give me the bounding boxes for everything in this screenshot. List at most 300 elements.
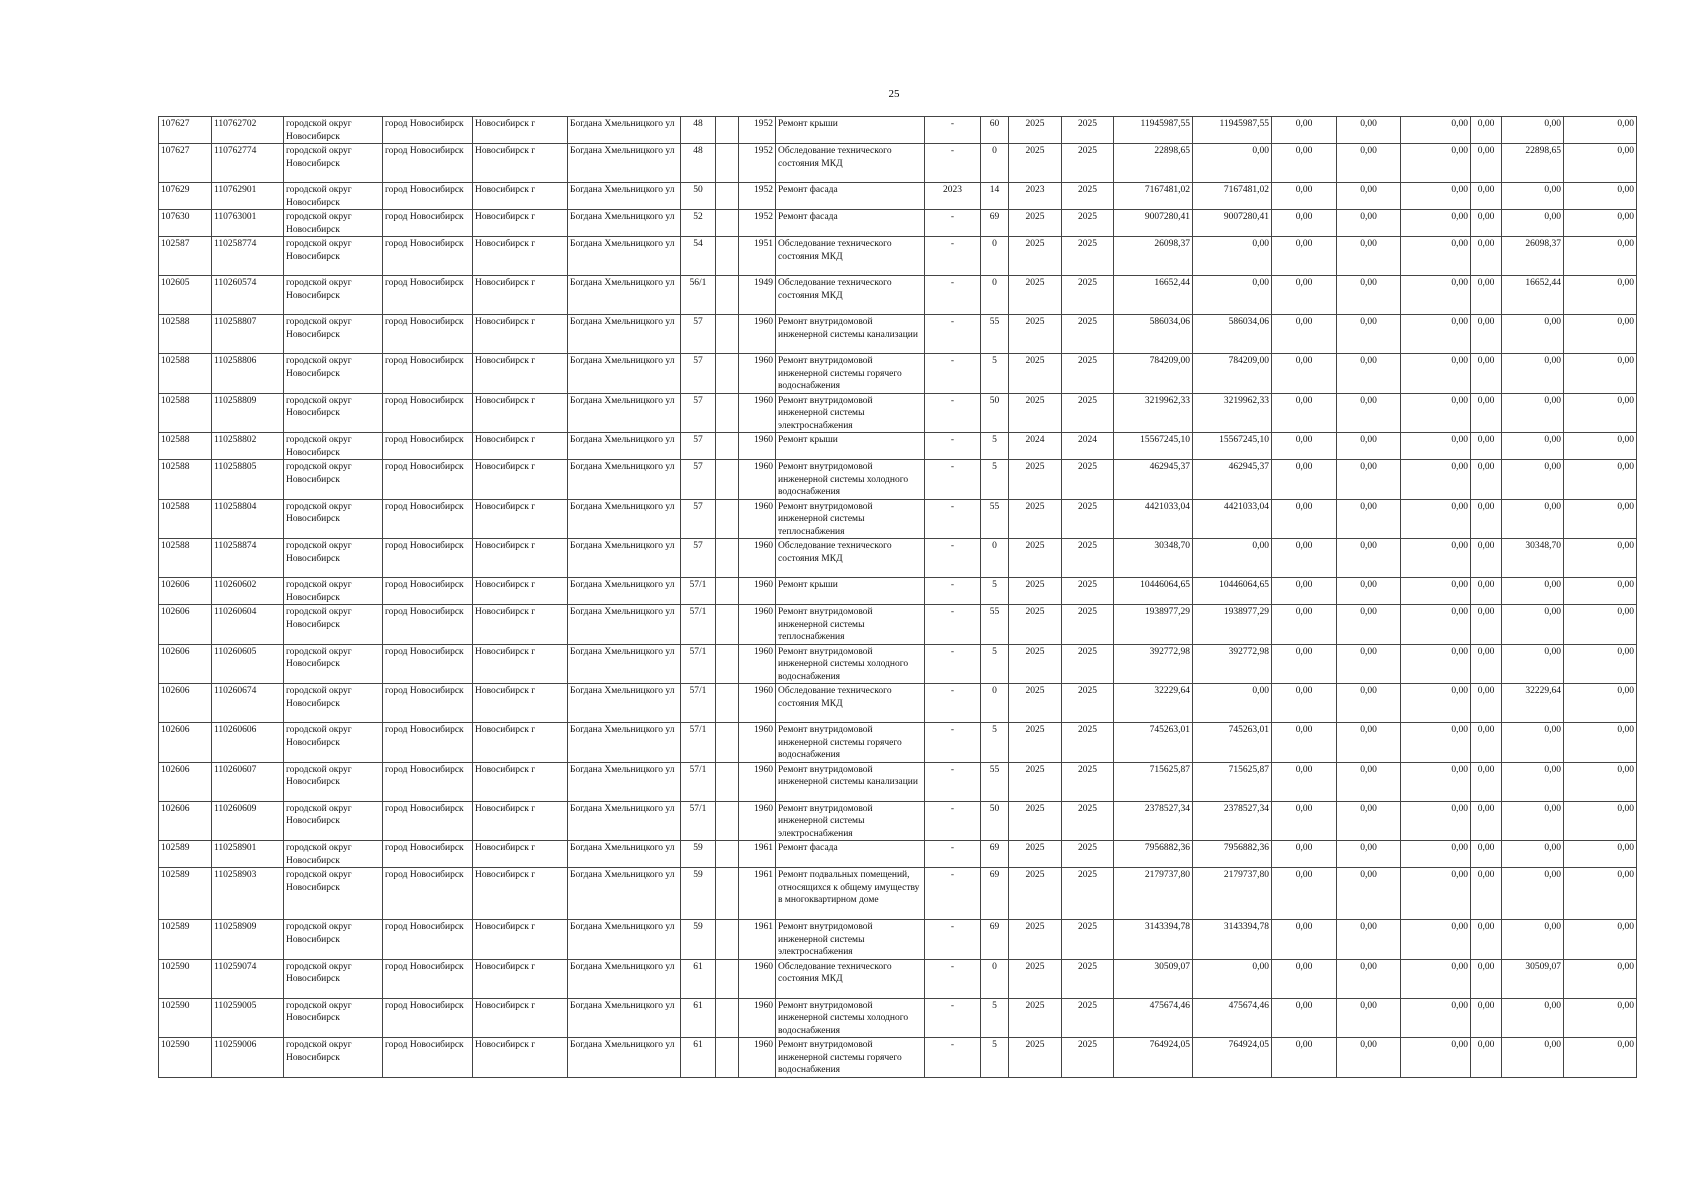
cell-construction-year: 1961 [739, 868, 776, 920]
cell-cost-col-5: 0,00 [1401, 393, 1471, 433]
cell-cost-col-3: 0,00 [1272, 762, 1337, 801]
cell-cost-fund: 9007280,41 [1193, 210, 1272, 237]
cell-locality: Новосибирск г [473, 210, 568, 237]
cell-municipal-district: городской округ Новосибирск [284, 644, 383, 684]
cell-city: город Новосибирск [383, 393, 473, 433]
cell-planned-year: 2025 [1009, 684, 1062, 723]
cell-record-id: 102606 [159, 762, 212, 801]
cell-construction-year: 1960 [739, 578, 776, 605]
cell-previous-repair-year: - [925, 841, 981, 868]
cell-total-cost: 4421033,04 [1114, 499, 1193, 539]
cell-survey-cost: 0,00 [1502, 183, 1564, 210]
cell-locality: Новосибирск г [473, 393, 568, 433]
cell-cost-col-5: 0,00 [1401, 644, 1471, 684]
cell-planned-year: 2025 [1009, 117, 1062, 144]
cell-cost-col-8: 0,00 [1564, 868, 1637, 920]
cell-cost-fund: 0,00 [1193, 684, 1272, 723]
cell-construction-year: 1960 [739, 1038, 776, 1078]
cell-planned-year: 2025 [1009, 144, 1062, 183]
cell-survey-cost: 0,00 [1502, 605, 1564, 645]
cell-city: город Новосибирск [383, 117, 473, 144]
cell-total-cost: 7956882,36 [1114, 841, 1193, 868]
cell-cost-col-8: 0,00 [1564, 499, 1637, 539]
cell-municipal-district: городской округ Новосибирск [284, 183, 383, 210]
cell-cost-col-3: 0,00 [1272, 144, 1337, 183]
table-row [159, 144, 1637, 183]
cell-city: город Новосибирск [383, 998, 473, 1038]
cell-work-type: Ремонт внутридомовой инженерной системы канализации [776, 315, 925, 354]
cell-work-code: 110259074 [212, 959, 284, 998]
cell-cost-col-8: 0,00 [1564, 684, 1637, 723]
cell-municipal-district: городской округ Новосибирск [284, 841, 383, 868]
cell-cost-col-4: 0,00 [1337, 1038, 1401, 1078]
cell-city: город Новосибирск [383, 684, 473, 723]
cell-street: Богдана Хмельницкого ул [568, 144, 681, 183]
cell-record-id: 102588 [159, 499, 212, 539]
cell-planned-year: 2025 [1009, 237, 1062, 276]
cell-cost-col-3: 0,00 [1272, 499, 1337, 539]
cell-building-letter [716, 998, 739, 1038]
cell-completion-year: 2025 [1062, 801, 1114, 841]
cell-survey-cost: 30509,07 [1502, 959, 1564, 998]
cell-cost-col-6: 0,00 [1471, 920, 1502, 960]
table-row [159, 499, 1637, 539]
cell-municipal-district: городской округ Новосибирск [284, 920, 383, 960]
cell-municipal-district: городской округ Новосибирск [284, 605, 383, 645]
cell-building-letter [716, 433, 739, 460]
cell-completion-year: 2025 [1062, 460, 1114, 500]
cell-cost-col-6: 0,00 [1471, 684, 1502, 723]
cell-locality: Новосибирск г [473, 460, 568, 500]
cell-completion-year: 2025 [1062, 841, 1114, 868]
cell-completion-year: 2025 [1062, 237, 1114, 276]
cell-cost-fund: 586034,06 [1193, 315, 1272, 354]
cell-cost-col-4: 0,00 [1337, 144, 1401, 183]
cell-street: Богдана Хмельницкого ул [568, 183, 681, 210]
cell-completion-year: 2025 [1062, 684, 1114, 723]
cell-building-letter [716, 723, 739, 763]
cell-cost-col-5: 0,00 [1401, 801, 1471, 841]
cell-work-code: 110258802 [212, 433, 284, 460]
cell-survey-cost: 26098,37 [1502, 237, 1564, 276]
cell-construction-year: 1952 [739, 144, 776, 183]
cell-building-letter [716, 393, 739, 433]
cell-work-type: Обследование технического состояния МКД [776, 959, 925, 998]
cell-city: город Новосибирск [383, 801, 473, 841]
cell-record-id: 102606 [159, 723, 212, 763]
cell-city: город Новосибирск [383, 605, 473, 645]
table-row [159, 920, 1637, 960]
cell-work-code: 110258807 [212, 315, 284, 354]
cell-work-type: Ремонт фасада [776, 210, 925, 237]
cell-locality: Новосибирск г [473, 841, 568, 868]
cell-cost-col-4: 0,00 [1337, 920, 1401, 960]
cell-locality: Новосибирск г [473, 868, 568, 920]
cell-cost-col-8: 0,00 [1564, 393, 1637, 433]
cell-street: Богдана Хмельницкого ул [568, 684, 681, 723]
cell-locality: Новосибирск г [473, 315, 568, 354]
cell-cost-fund: 1938977,29 [1193, 605, 1272, 645]
cell-cost-col-4: 0,00 [1337, 684, 1401, 723]
cell-cost-col-6: 0,00 [1471, 868, 1502, 920]
cell-previous-repair-year: - [925, 354, 981, 394]
cell-building-letter [716, 354, 739, 394]
cell-locality: Новосибирск г [473, 117, 568, 144]
table-row [159, 684, 1637, 723]
cell-total-cost: 15567245,10 [1114, 433, 1193, 460]
cell-work-code: 110258909 [212, 920, 284, 960]
cell-house-number: 57/1 [681, 762, 716, 801]
cell-construction-year: 1960 [739, 315, 776, 354]
cell-cost-fund: 15567245,10 [1193, 433, 1272, 460]
cell-cost-col-6: 0,00 [1471, 959, 1502, 998]
cell-street: Богдана Хмельницкого ул [568, 460, 681, 500]
cell-cost-fund: 0,00 [1193, 144, 1272, 183]
cell-street: Богдана Хмельницкого ул [568, 801, 681, 841]
cell-building-letter [716, 183, 739, 210]
cell-work-type: Ремонт внутридомовой инженерной системы канализации [776, 762, 925, 801]
cell-previous-repair-year: - [925, 144, 981, 183]
cell-locality: Новосибирск г [473, 920, 568, 960]
cell-completion-year: 2025 [1062, 998, 1114, 1038]
cell-cost-col-3: 0,00 [1272, 644, 1337, 684]
cell-completion-year: 2024 [1062, 433, 1114, 460]
cell-street: Богдана Хмельницкого ул [568, 959, 681, 998]
table-row [159, 998, 1637, 1038]
cell-completion-year: 2025 [1062, 393, 1114, 433]
cell-construction-year: 1951 [739, 237, 776, 276]
cell-street: Богдана Хмельницкого ул [568, 644, 681, 684]
cell-house-number: 57/1 [681, 644, 716, 684]
cell-work-code: 110260604 [212, 605, 284, 645]
cell-cost-fund: 392772,98 [1193, 644, 1272, 684]
cell-wear-percent: 5 [981, 723, 1009, 763]
cell-previous-repair-year: - [925, 393, 981, 433]
cell-record-id: 102606 [159, 801, 212, 841]
cell-city: город Новосибирск [383, 460, 473, 500]
cell-city: город Новосибирск [383, 920, 473, 960]
table-row [159, 210, 1637, 237]
cell-cost-col-5: 0,00 [1401, 237, 1471, 276]
cell-building-letter [716, 210, 739, 237]
cell-work-type: Обследование технического состояния МКД [776, 237, 925, 276]
cell-cost-col-3: 0,00 [1272, 460, 1337, 500]
cell-wear-percent: 0 [981, 237, 1009, 276]
cell-cost-col-6: 0,00 [1471, 237, 1502, 276]
cell-cost-col-8: 0,00 [1564, 315, 1637, 354]
cell-cost-col-3: 0,00 [1272, 801, 1337, 841]
cell-total-cost: 9007280,41 [1114, 210, 1193, 237]
cell-cost-col-3: 0,00 [1272, 723, 1337, 763]
cell-work-type: Обследование технического состояния МКД [776, 276, 925, 315]
cell-survey-cost: 0,00 [1502, 1038, 1564, 1078]
cell-planned-year: 2025 [1009, 315, 1062, 354]
cell-total-cost: 475674,46 [1114, 998, 1193, 1038]
cell-construction-year: 1960 [739, 499, 776, 539]
cell-work-code: 110762702 [212, 117, 284, 144]
cell-locality: Новосибирск г [473, 183, 568, 210]
cell-building-letter [716, 801, 739, 841]
cell-cost-col-4: 0,00 [1337, 117, 1401, 144]
cell-cost-fund: 7956882,36 [1193, 841, 1272, 868]
cell-survey-cost: 0,00 [1502, 644, 1564, 684]
cell-planned-year: 2025 [1009, 762, 1062, 801]
cell-street: Богдана Хмельницкого ул [568, 393, 681, 433]
cell-wear-percent: 0 [981, 539, 1009, 578]
cell-building-letter [716, 276, 739, 315]
cell-city: город Новосибирск [383, 644, 473, 684]
cell-cost-col-5: 0,00 [1401, 723, 1471, 763]
cell-completion-year: 2025 [1062, 723, 1114, 763]
cell-total-cost: 2378527,34 [1114, 801, 1193, 841]
cell-construction-year: 1961 [739, 841, 776, 868]
cell-previous-repair-year: - [925, 315, 981, 354]
cell-cost-col-5: 0,00 [1401, 183, 1471, 210]
cell-cost-fund: 715625,87 [1193, 762, 1272, 801]
cell-locality: Новосибирск г [473, 578, 568, 605]
cell-cost-col-4: 0,00 [1337, 393, 1401, 433]
cell-locality: Новосибирск г [473, 237, 568, 276]
cell-completion-year: 2025 [1062, 539, 1114, 578]
cell-wear-percent: 0 [981, 276, 1009, 315]
cell-cost-col-8: 0,00 [1564, 841, 1637, 868]
cell-municipal-district: городской округ Новосибирск [284, 539, 383, 578]
cell-wear-percent: 69 [981, 920, 1009, 960]
cell-survey-cost: 0,00 [1502, 354, 1564, 394]
cell-construction-year: 1952 [739, 210, 776, 237]
cell-planned-year: 2025 [1009, 354, 1062, 394]
cell-cost-fund: 475674,46 [1193, 998, 1272, 1038]
cell-cost-col-6: 0,00 [1471, 1038, 1502, 1078]
table-row [159, 1038, 1637, 1078]
cell-cost-col-8: 0,00 [1564, 644, 1637, 684]
table-row [159, 433, 1637, 460]
cell-cost-fund: 3143394,78 [1193, 920, 1272, 960]
cell-record-id: 102606 [159, 684, 212, 723]
cell-record-id: 107627 [159, 144, 212, 183]
cell-city: город Новосибирск [383, 762, 473, 801]
cell-cost-col-6: 0,00 [1471, 539, 1502, 578]
cell-completion-year: 2025 [1062, 762, 1114, 801]
cell-previous-repair-year: - [925, 959, 981, 998]
cell-planned-year: 2025 [1009, 841, 1062, 868]
cell-work-code: 110258804 [212, 499, 284, 539]
cell-record-id: 102589 [159, 841, 212, 868]
cell-cost-col-4: 0,00 [1337, 998, 1401, 1038]
table-row [159, 959, 1637, 998]
cell-cost-col-8: 0,00 [1564, 605, 1637, 645]
cell-cost-col-4: 0,00 [1337, 801, 1401, 841]
cell-municipal-district: городской округ Новосибирск [284, 1038, 383, 1078]
cell-cost-col-8: 0,00 [1564, 723, 1637, 763]
cell-cost-col-5: 0,00 [1401, 959, 1471, 998]
cell-building-letter [716, 841, 739, 868]
cell-cost-col-6: 0,00 [1471, 276, 1502, 315]
cell-wear-percent: 50 [981, 393, 1009, 433]
cell-work-type: Ремонт внутридомовой инженерной системы холодного водоснабжения [776, 460, 925, 500]
cell-record-id: 102606 [159, 605, 212, 645]
cell-cost-col-4: 0,00 [1337, 237, 1401, 276]
cell-cost-col-6: 0,00 [1471, 762, 1502, 801]
cell-house-number: 57 [681, 460, 716, 500]
cell-wear-percent: 55 [981, 762, 1009, 801]
cell-construction-year: 1960 [739, 433, 776, 460]
cell-completion-year: 2025 [1062, 644, 1114, 684]
cell-construction-year: 1960 [739, 959, 776, 998]
cell-cost-col-3: 0,00 [1272, 354, 1337, 394]
cell-work-type: Ремонт внутридомовой инженерной системы электроснабжения [776, 801, 925, 841]
cell-work-code: 110260609 [212, 801, 284, 841]
cell-house-number: 57 [681, 315, 716, 354]
cell-work-code: 110260606 [212, 723, 284, 763]
table-row [159, 723, 1637, 763]
cell-cost-col-6: 0,00 [1471, 801, 1502, 841]
cell-wear-percent: 0 [981, 959, 1009, 998]
cell-building-letter [716, 920, 739, 960]
cell-record-id: 102588 [159, 315, 212, 354]
cell-house-number: 61 [681, 959, 716, 998]
cell-cost-col-5: 0,00 [1401, 578, 1471, 605]
cell-completion-year: 2025 [1062, 868, 1114, 920]
cell-work-code: 110258809 [212, 393, 284, 433]
cell-locality: Новосибирск г [473, 499, 568, 539]
cell-municipal-district: городской округ Новосибирск [284, 460, 383, 500]
cell-previous-repair-year: - [925, 801, 981, 841]
cell-cost-col-3: 0,00 [1272, 959, 1337, 998]
cell-work-code: 110259006 [212, 1038, 284, 1078]
cell-cost-col-8: 0,00 [1564, 460, 1637, 500]
cell-locality: Новосибирск г [473, 433, 568, 460]
cell-cost-col-3: 0,00 [1272, 841, 1337, 868]
cell-completion-year: 2025 [1062, 276, 1114, 315]
cell-record-id: 102590 [159, 959, 212, 998]
table-row [159, 237, 1637, 276]
cell-building-letter [716, 762, 739, 801]
cell-city: город Новосибирск [383, 868, 473, 920]
cell-total-cost: 10446064,65 [1114, 578, 1193, 605]
cell-previous-repair-year: - [925, 117, 981, 144]
cell-building-letter [716, 959, 739, 998]
cell-cost-col-3: 0,00 [1272, 183, 1337, 210]
cell-cost-col-5: 0,00 [1401, 210, 1471, 237]
cell-cost-col-4: 0,00 [1337, 841, 1401, 868]
cell-municipal-district: городской округ Новосибирск [284, 998, 383, 1038]
cell-total-cost: 3143394,78 [1114, 920, 1193, 960]
cell-wear-percent: 0 [981, 144, 1009, 183]
table-row [159, 539, 1637, 578]
cell-record-id: 102605 [159, 276, 212, 315]
cell-wear-percent: 0 [981, 684, 1009, 723]
cell-wear-percent: 69 [981, 841, 1009, 868]
cell-cost-col-6: 0,00 [1471, 210, 1502, 237]
cell-planned-year: 2025 [1009, 605, 1062, 645]
cell-cost-fund: 4421033,04 [1193, 499, 1272, 539]
cell-cost-col-5: 0,00 [1401, 841, 1471, 868]
repair-registry-table [158, 116, 1637, 1078]
cell-locality: Новосибирск г [473, 539, 568, 578]
cell-municipal-district: городской округ Новосибирск [284, 499, 383, 539]
cell-work-type: Ремонт внутридомовой инженерной системы горячего водоснабжения [776, 723, 925, 763]
cell-record-id: 102588 [159, 354, 212, 394]
cell-previous-repair-year: - [925, 460, 981, 500]
cell-cost-fund: 0,00 [1193, 237, 1272, 276]
cell-work-type: Ремонт внутридомовой инженерной системы теплоснабжения [776, 605, 925, 645]
cell-previous-repair-year: - [925, 210, 981, 237]
cell-survey-cost: 0,00 [1502, 998, 1564, 1038]
cell-construction-year: 1960 [739, 354, 776, 394]
cell-planned-year: 2025 [1009, 644, 1062, 684]
table-row [159, 276, 1637, 315]
cell-cost-fund: 3219962,33 [1193, 393, 1272, 433]
cell-cost-fund: 2179737,80 [1193, 868, 1272, 920]
cell-municipal-district: городской округ Новосибирск [284, 210, 383, 237]
cell-completion-year: 2025 [1062, 578, 1114, 605]
cell-work-type: Ремонт фасада [776, 183, 925, 210]
cell-construction-year: 1960 [739, 460, 776, 500]
cell-work-type: Ремонт внутридомовой инженерной системы холодного водоснабжения [776, 998, 925, 1038]
cell-street: Богдана Хмельницкого ул [568, 237, 681, 276]
cell-cost-col-6: 0,00 [1471, 499, 1502, 539]
cell-cost-col-4: 0,00 [1337, 868, 1401, 920]
cell-cost-col-8: 0,00 [1564, 998, 1637, 1038]
cell-cost-col-8: 0,00 [1564, 117, 1637, 144]
cell-municipal-district: городской округ Новосибирск [284, 144, 383, 183]
cell-planned-year: 2023 [1009, 183, 1062, 210]
cell-municipal-district: городской округ Новосибирск [284, 276, 383, 315]
cell-construction-year: 1961 [739, 920, 776, 960]
table-row [159, 841, 1637, 868]
cell-wear-percent: 50 [981, 801, 1009, 841]
cell-previous-repair-year: - [925, 644, 981, 684]
cell-building-letter [716, 499, 739, 539]
cell-locality: Новосибирск г [473, 354, 568, 394]
table-row [159, 183, 1637, 210]
cell-work-code: 110762774 [212, 144, 284, 183]
cell-cost-col-3: 0,00 [1272, 578, 1337, 605]
cell-previous-repair-year: - [925, 868, 981, 920]
cell-cost-col-5: 0,00 [1401, 354, 1471, 394]
cell-work-type: Ремонт внутридомовой инженерной системы горячего водоснабжения [776, 354, 925, 394]
cell-house-number: 57/1 [681, 605, 716, 645]
cell-city: город Новосибирск [383, 237, 473, 276]
cell-cost-col-6: 0,00 [1471, 354, 1502, 394]
table-row [159, 868, 1637, 920]
cell-cost-col-4: 0,00 [1337, 539, 1401, 578]
cell-municipal-district: городской округ Новосибирск [284, 433, 383, 460]
cell-cost-col-4: 0,00 [1337, 605, 1401, 645]
cell-total-cost: 32229,64 [1114, 684, 1193, 723]
cell-work-type: Ремонт крыши [776, 433, 925, 460]
cell-survey-cost: 0,00 [1502, 210, 1564, 237]
cell-house-number: 57/1 [681, 801, 716, 841]
cell-planned-year: 2025 [1009, 959, 1062, 998]
cell-cost-col-6: 0,00 [1471, 578, 1502, 605]
cell-previous-repair-year: - [925, 723, 981, 763]
cell-work-code: 110260605 [212, 644, 284, 684]
table-row [159, 354, 1637, 394]
cell-work-type: Ремонт внутридомовой инженерной системы горячего водоснабжения [776, 1038, 925, 1078]
cell-cost-col-6: 0,00 [1471, 644, 1502, 684]
cell-street: Богдана Хмельницкого ул [568, 499, 681, 539]
cell-record-id: 102606 [159, 578, 212, 605]
cell-cost-col-4: 0,00 [1337, 315, 1401, 354]
cell-planned-year: 2025 [1009, 210, 1062, 237]
cell-wear-percent: 69 [981, 210, 1009, 237]
cell-municipal-district: городской округ Новосибирск [284, 762, 383, 801]
cell-house-number: 50 [681, 183, 716, 210]
cell-work-code: 110260607 [212, 762, 284, 801]
cell-construction-year: 1960 [739, 723, 776, 763]
